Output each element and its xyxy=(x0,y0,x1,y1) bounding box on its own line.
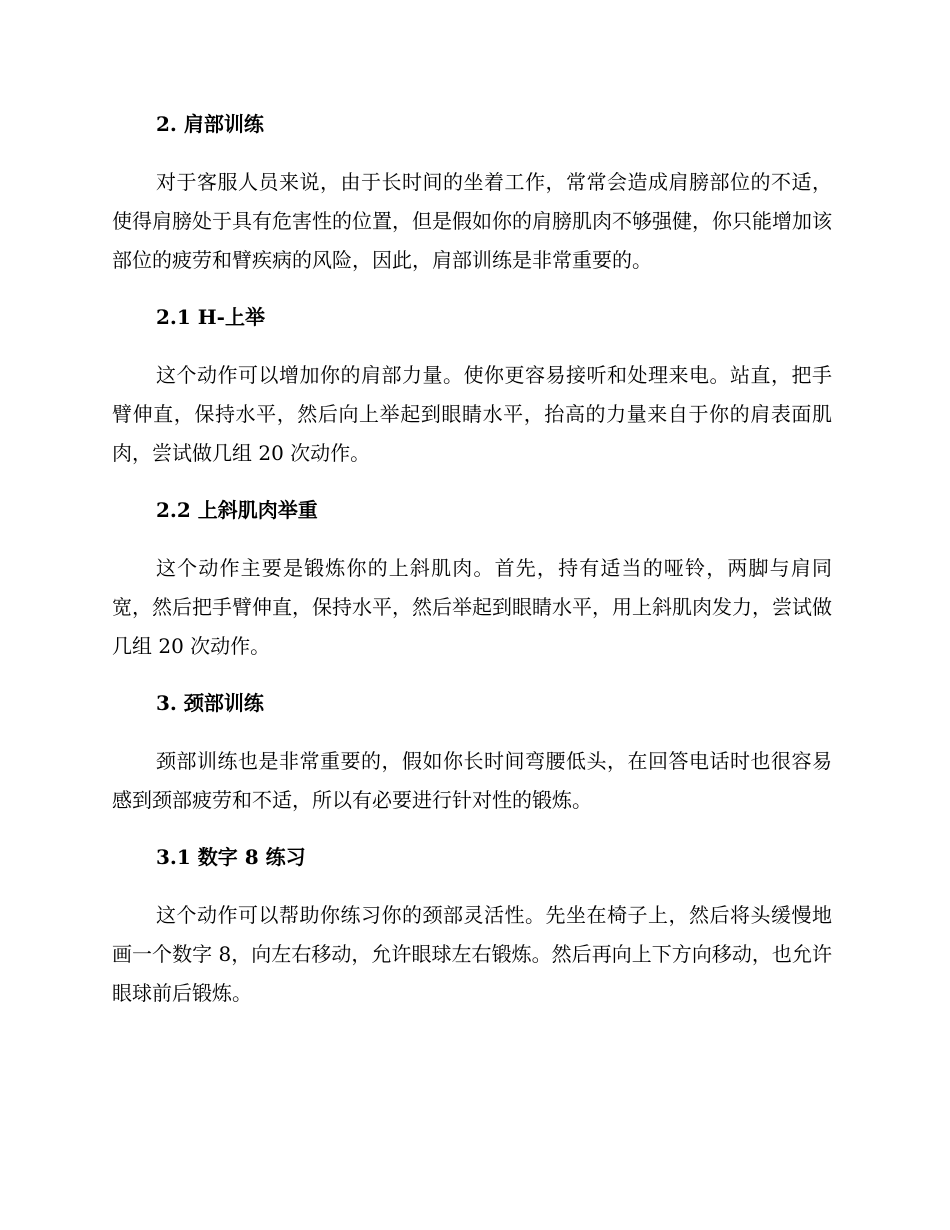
section-paragraph-upper-trapezius-lift: 这个动作主要是锻炼你的上斜肌肉。首先，持有适当的哑铃，两脚与肩同宽，然后把手臂伸直，保持水平，然后举起到眼睛水平，用上斜肌肉发力，尝试做几组 20 次动作。 xyxy=(112,556,832,658)
section-paragraph-h-raise: 这个动作可以增加你的肩部力量。使你更容易接听和处理来电。站直，把手臂伸直，保持水平，然后向上举起到眼睛水平，抬高的力量来自于你的肩表面肌肉，尝试做几组 20 次动作。 xyxy=(112,363,832,465)
section-heading-h-raise: 2.1 H-上举 xyxy=(156,305,265,329)
section-paragraph-figure-eight-exercise: 这个动作可以帮助你练习你的颈部灵活性。先坐在椅子上，然后将头缓慢地画一个数字 8，向左右移动，允许眼球左右锻炼。然后再向上下方向移动，也允许眼球前后锻炼。 xyxy=(112,903,832,1005)
section-heading-neck-training: 3. 颈部训练 xyxy=(156,691,264,715)
section-heading-upper-trapezius-lift: 2.2 上斜肌肉举重 xyxy=(156,498,318,522)
section-paragraph-neck-training: 颈部训练也是非常重要的，假如你长时间弯腰低头，在回答电话时也很容易感到颈部疲劳和不适，所以有必要进行针对性的锻炼。 xyxy=(112,749,832,812)
section-paragraph-shoulder-training: 对于客服人员来说，由于长时间的坐着工作，常常会造成肩膀部位的不适，使得肩膀处于具有危害性的位置，但是假如你的肩膀肌肉不够强健，你只能增加该部位的疲劳和臂疾病的风险，因此，肩部训练是非常重要的。 xyxy=(112,170,832,272)
section-heading-shoulder-training: 2. 肩部训练 xyxy=(156,112,264,136)
section-heading-figure-eight-exercise: 3.1 数字 8 练习 xyxy=(156,845,306,869)
document-body xyxy=(112,110,832,1013)
